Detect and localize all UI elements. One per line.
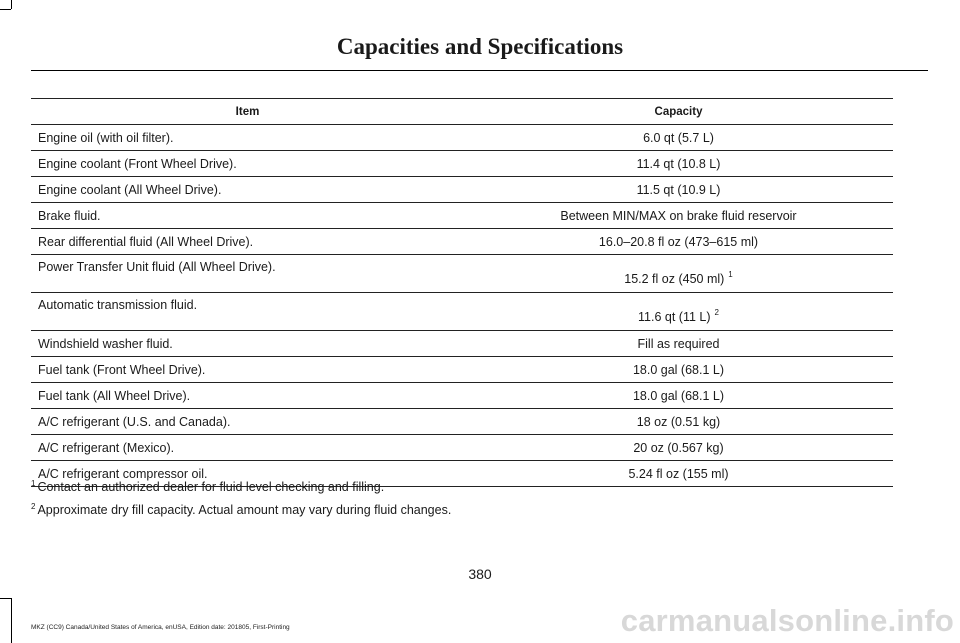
item-cell: A/C refrigerant (Mexico). <box>31 435 464 461</box>
item-cell: Windshield washer fluid. <box>31 331 464 357</box>
table-row <box>31 331 893 357</box>
footnote-marker: 2 <box>714 308 719 317</box>
item-cell: Rear differential fluid (All Wheel Drive). <box>31 229 464 255</box>
item-cell: Engine coolant (Front Wheel Drive). <box>31 151 464 177</box>
footnote <box>31 474 451 497</box>
capacity-value: 15.2 fl oz (450 ml) <box>624 272 725 286</box>
column-header-item: Item <box>31 99 464 125</box>
footnote-mark: 2 <box>31 502 36 511</box>
page-title: Capacities and Specifications <box>336 34 624 59</box>
item-cell: Brake fluid. <box>31 203 464 229</box>
capacities-table <box>31 98 893 487</box>
edition-info: MKZ (CC9) Canada/United States of America, enUSA, Edition date: 201805, First-Printing <box>31 624 290 631</box>
item-cell: Automatic transmission fluid. <box>31 293 464 331</box>
capacity-cell: 18 oz (0.51 kg) <box>464 409 893 435</box>
crop-mark <box>0 598 11 599</box>
capacity-cell <box>464 293 893 331</box>
capacity-cell: 20 oz (0.567 kg) <box>464 435 893 461</box>
footnote-text: Contact an authorized dealer for fluid level checking and filling. <box>37 480 385 494</box>
crop-mark <box>11 598 12 643</box>
title-divider <box>31 70 928 71</box>
capacity-cell: 11.4 qt (10.8 L) <box>464 151 893 177</box>
table-row <box>31 177 893 203</box>
table-row <box>31 255 893 293</box>
capacity-cell: Fill as required <box>464 331 893 357</box>
capacity-value: 11.6 qt (11 L) <box>638 310 711 324</box>
capacity-cell: 18.0 gal (68.1 L) <box>464 383 893 409</box>
table-row <box>31 383 893 409</box>
capacity-cell <box>464 255 893 293</box>
table-row <box>31 203 893 229</box>
capacity-cell: 16.0–20.8 fl oz (473–615 ml) <box>464 229 893 255</box>
capacity-cell: 11.5 qt (10.9 L) <box>464 177 893 203</box>
footnote-mark: 1 <box>31 479 36 488</box>
table-row <box>31 435 893 461</box>
item-cell: A/C refrigerant compressor oil. <box>31 461 464 487</box>
footnote <box>31 497 451 520</box>
table-row <box>31 151 893 177</box>
item-cell: A/C refrigerant (U.S. and Canada). <box>31 409 464 435</box>
capacity-cell: 6.0 qt (5.7 L) <box>464 125 893 151</box>
capacity-cell: Between MIN/MAX on brake fluid reservoir <box>464 203 893 229</box>
table-row <box>31 357 893 383</box>
item-cell: Engine oil (with oil filter). <box>31 125 464 151</box>
table-header-row <box>31 99 893 125</box>
item-cell: Engine coolant (All Wheel Drive). <box>31 177 464 203</box>
item-cell: Fuel tank (Front Wheel Drive). <box>31 357 464 383</box>
item-cell: Fuel tank (All Wheel Drive). <box>31 383 464 409</box>
watermark: carmanualsonline.info <box>620 603 954 638</box>
table-row <box>31 229 893 255</box>
footnotes <box>31 474 451 520</box>
table-row <box>31 125 893 151</box>
crop-mark <box>11 0 12 9</box>
item-cell: Power Transfer Unit fluid (All Wheel Drive). <box>31 255 464 293</box>
table-row <box>31 293 893 331</box>
page-number: 380 <box>468 566 492 582</box>
capacity-cell: 5.24 fl oz (155 ml) <box>464 461 893 487</box>
column-header-capacity: Capacity <box>464 99 893 125</box>
capacity-cell: 18.0 gal (68.1 L) <box>464 357 893 383</box>
footnote-text: Approximate dry fill capacity. Actual amount may vary during fluid changes. <box>37 503 452 517</box>
footnote-marker: 1 <box>728 270 733 279</box>
table-row <box>31 409 893 435</box>
crop-mark <box>0 9 11 10</box>
